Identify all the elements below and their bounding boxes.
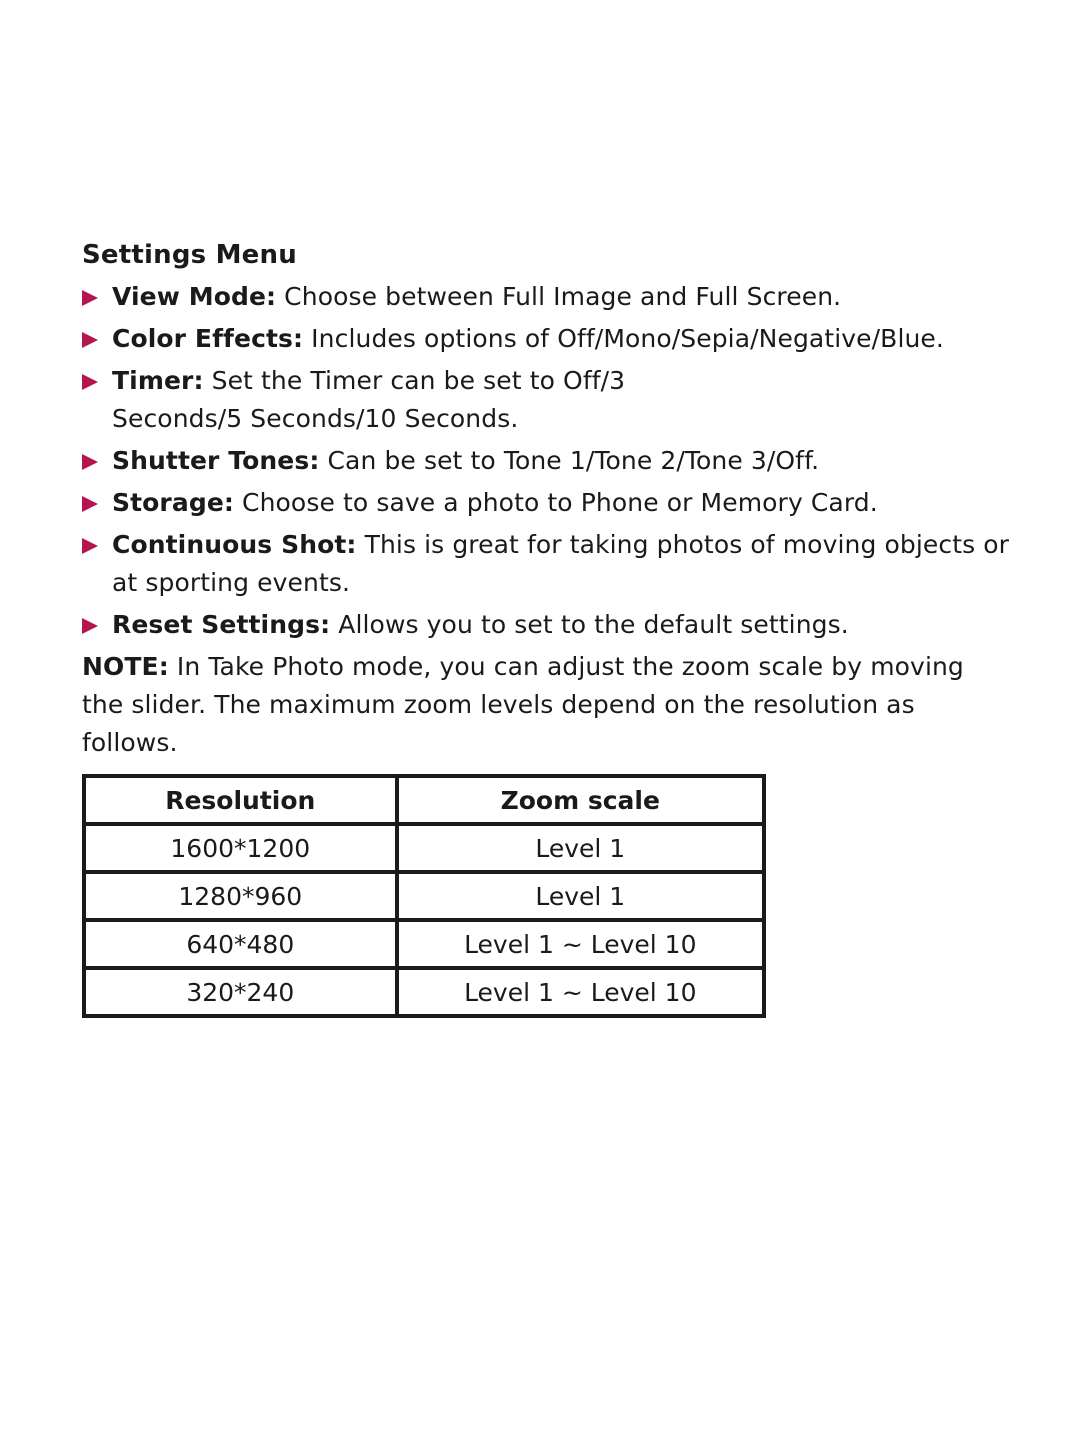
table-row (84, 872, 764, 920)
table-row (84, 968, 764, 1016)
item-term: Color Effects: (112, 324, 304, 353)
zoom-scale-table (82, 774, 766, 1018)
section-title: Settings Menu (82, 240, 297, 270)
triangle-bullet-icon (82, 374, 98, 390)
cell-zoom-scale: Level 1 ~ Level 10 (397, 968, 764, 1016)
item-text: Set the Timer can be set to Off/3 Seconds/5 Seconds/10 Seconds. (112, 366, 626, 433)
cell-resolution: 320*240 (84, 968, 397, 1016)
table-row (84, 824, 764, 872)
triangle-bullet-icon (82, 538, 98, 554)
list-item-continuous-shot (82, 526, 1012, 602)
page-content (82, 236, 1012, 1018)
header-resolution: Resolution (84, 776, 397, 824)
item-term: Continuous Shot: (112, 530, 357, 559)
item-term: Storage: (112, 488, 234, 517)
table-row (84, 920, 764, 968)
note-text: In Take Photo mode, you can adjust the zoom scale by moving the slider. The maximum zoom levels depend on the resolution as follows. (82, 652, 964, 757)
list-item-view-mode (82, 278, 1012, 316)
item-term: Reset Settings: (112, 610, 331, 639)
note-label: NOTE: (82, 652, 169, 681)
cell-resolution: 640*480 (84, 920, 397, 968)
item-term: View Mode: (112, 282, 277, 311)
item-text: Choose to save a photo to Phone or Memory Card. (233, 488, 878, 517)
item-term: Shutter Tones: (112, 446, 320, 475)
item-text: Allows you to set to the default settings. (330, 610, 849, 639)
item-text: Can be set to Tone 1/Tone 2/Tone 3/Off. (319, 446, 820, 475)
list-item-color-effects (82, 320, 1012, 358)
triangle-bullet-icon (82, 496, 98, 512)
item-term: Timer: (112, 366, 204, 395)
cell-resolution: 1280*960 (84, 872, 397, 920)
cell-zoom-scale: Level 1 (397, 824, 764, 872)
item-text: This is great for taking photos of moving objects or at sporting events. (112, 530, 1010, 597)
note-paragraph (82, 648, 1012, 762)
triangle-bullet-icon (82, 290, 98, 306)
list-item-reset-settings (82, 606, 1012, 644)
cell-zoom-scale: Level 1 ~ Level 10 (397, 920, 764, 968)
table-header-row (84, 776, 764, 824)
triangle-bullet-icon (82, 618, 98, 634)
item-text: Choose between Full Image and Full Screen. (276, 282, 842, 311)
cell-resolution: 1600*1200 (84, 824, 397, 872)
list-item-timer (82, 362, 632, 438)
settings-list (82, 278, 1012, 644)
header-zoom-scale: Zoom scale (397, 776, 764, 824)
list-item-storage (82, 484, 1012, 522)
triangle-bullet-icon (82, 332, 98, 348)
item-text: Includes options of Off/Mono/Sepia/Negative/Blue. (303, 324, 944, 353)
triangle-bullet-icon (82, 454, 98, 470)
list-item-shutter-tones (82, 442, 1012, 480)
cell-zoom-scale: Level 1 (397, 872, 764, 920)
